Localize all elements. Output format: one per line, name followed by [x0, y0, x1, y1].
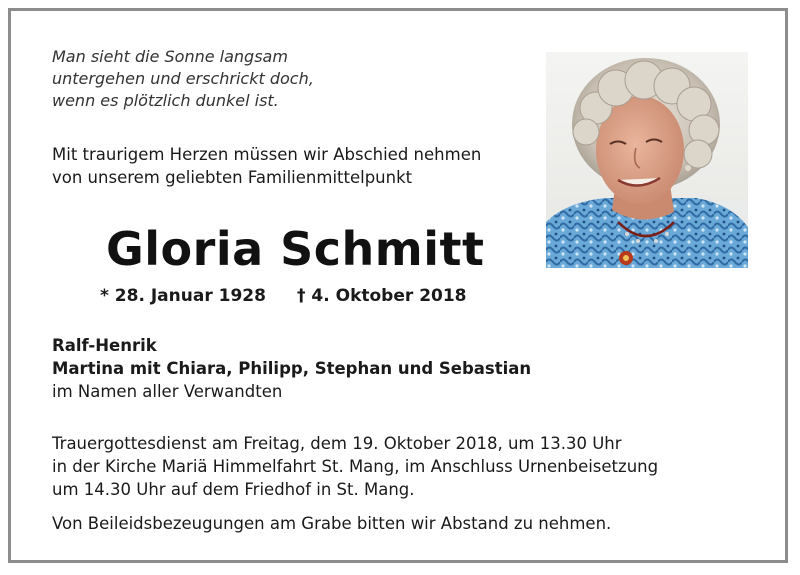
service-line-3: um 14.30 Uhr auf dem Friedhof in St. Mang. [52, 480, 415, 499]
service-line-1: Trauergottesdienst am Freitag, dem 19. Oktober 2018, um 13.30 Uhr [52, 434, 622, 453]
mourners-closing: im Namen aller Verwandten [52, 382, 283, 401]
intro-line-1: Mit traurigem Herzen müssen wir Abschied nehmen [52, 145, 482, 164]
mourner-line-2: Martina mit Chiara, Philipp, Stephan und Sebastian [52, 359, 532, 378]
poem-line-3: wenn es plötzlich dunkel ist. [52, 91, 279, 110]
condolence-note: Von Beileidsbezeugungen am Grabe bitten wir Abstand zu nehmen. [52, 514, 612, 533]
portrait-photo [546, 52, 748, 268]
birth-date: * 28. Januar 1928 [100, 286, 266, 306]
poem-line-1: Man sieht die Sonne langsam [52, 47, 288, 66]
mourner-line-1: Ralf-Henrik [52, 336, 157, 355]
deceased-name: Gloria Schmitt [106, 222, 485, 276]
death-date: † 4. Oktober 2018 [297, 286, 467, 306]
intro-line-2: von unserem geliebten Familienmittelpunkt [52, 168, 413, 187]
service-line-2: in der Kirche Mariä Himmelfahrt St. Mang, im Anschluss Urnenbeisetzung [52, 457, 659, 476]
poem-line-2: untergehen und erschrickt doch, [52, 69, 314, 88]
